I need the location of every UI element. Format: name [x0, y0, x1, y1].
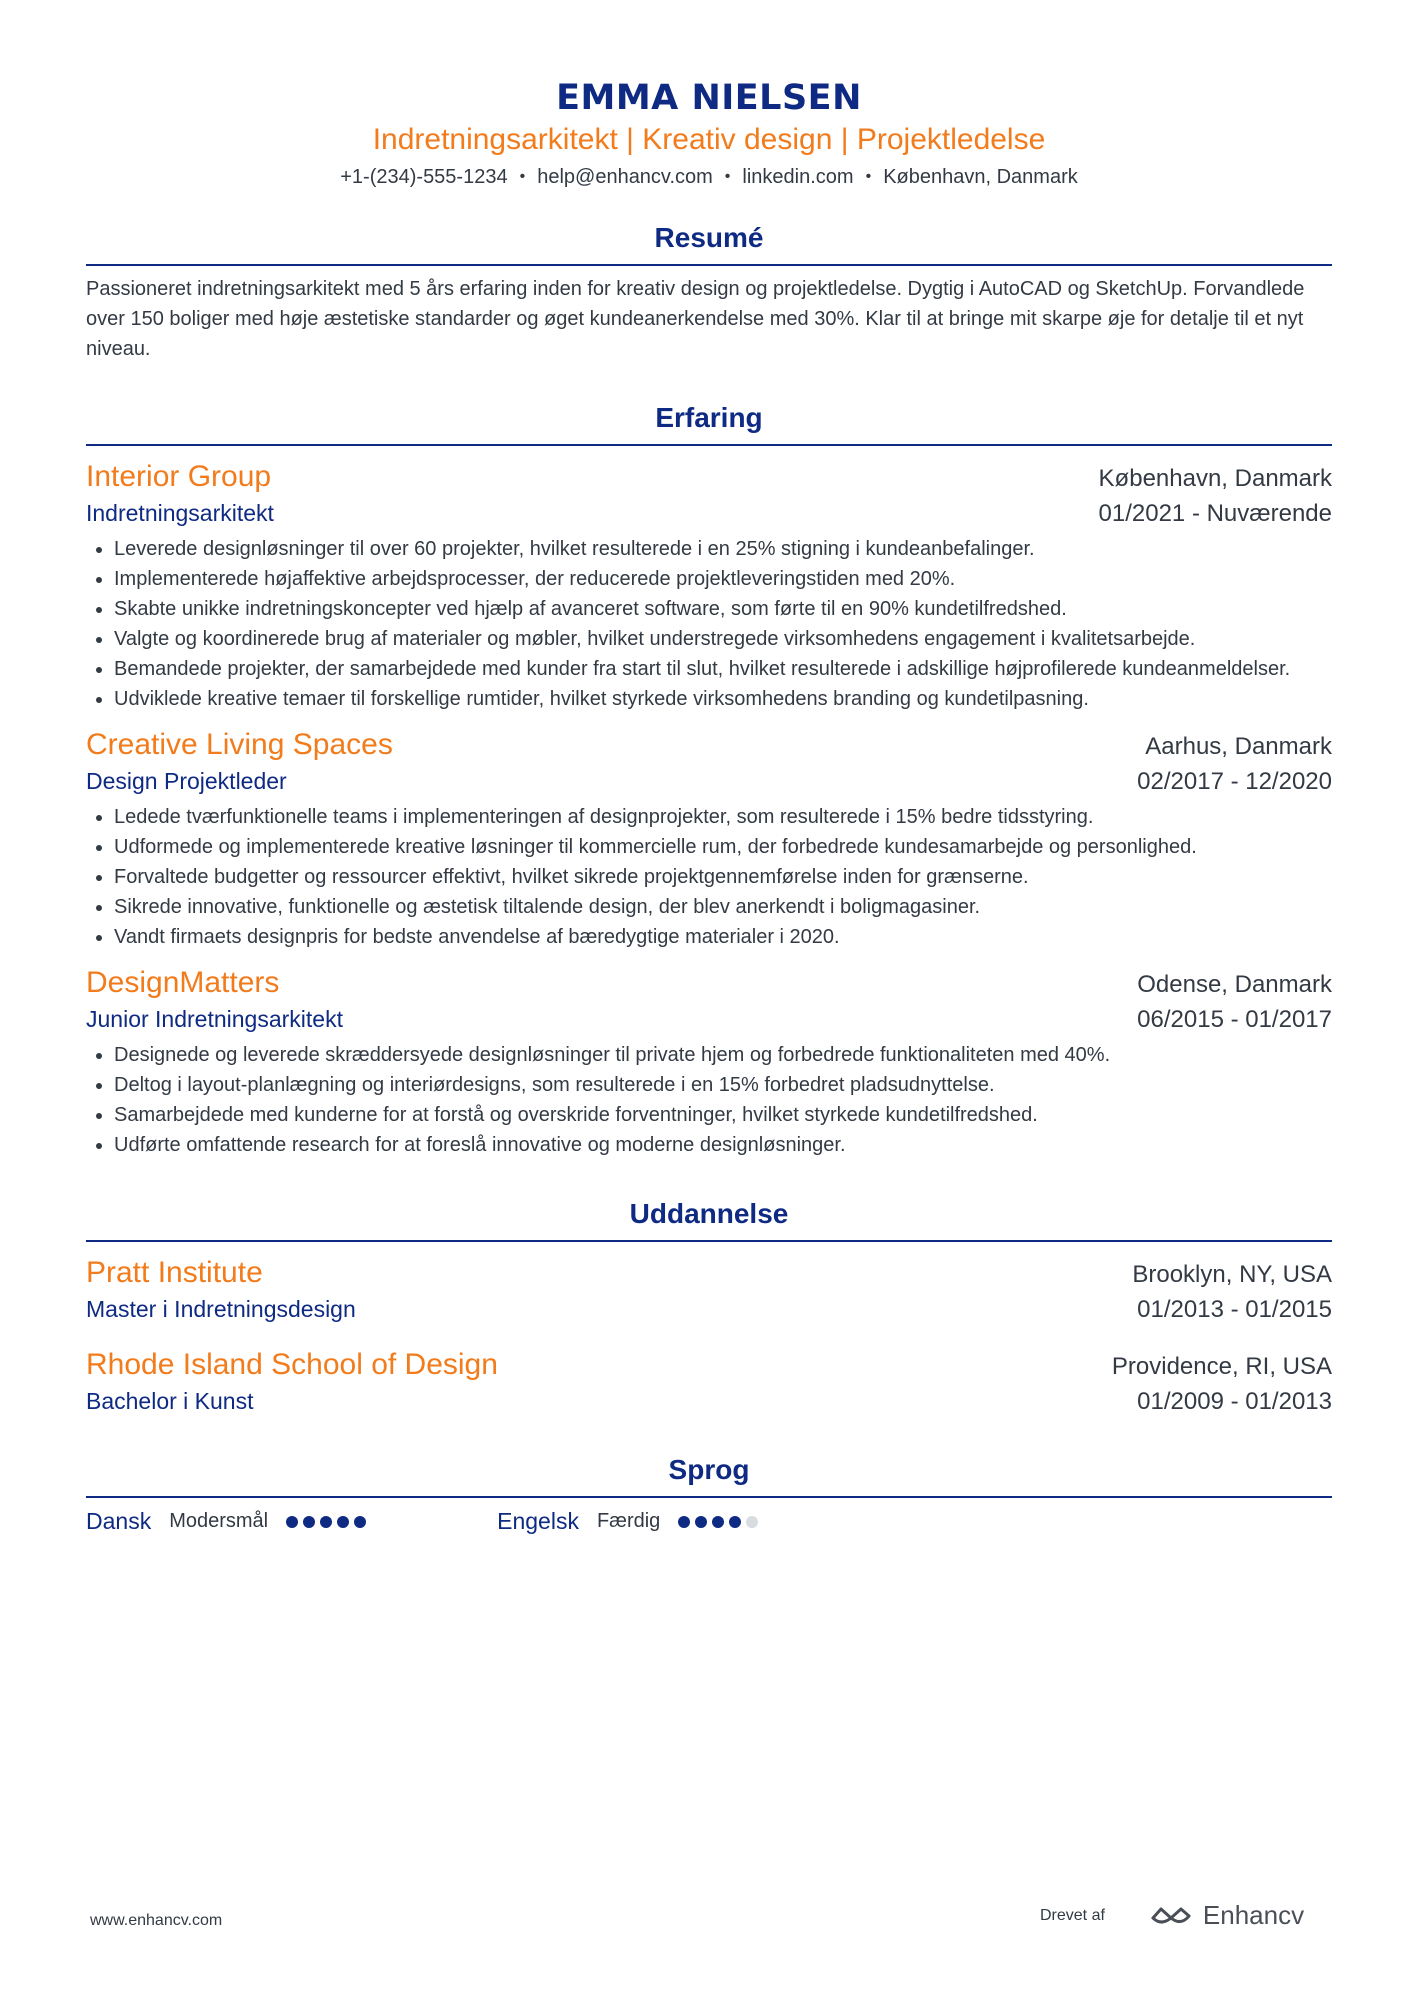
section-title-education: Uddannelse — [86, 1196, 1332, 1242]
candidate-name: EMMA NIELSEN — [556, 78, 862, 118]
bullet-item: Sikrede innovative, funktionelle og æstetisk tiltalende design, der blev anerkendt i boligmagasiner. — [86, 892, 1332, 922]
contact-linkedin[interactable]: linkedin.com — [742, 166, 854, 188]
school-name: Rhode Island School of Design — [86, 1348, 498, 1381]
education-entry — [86, 1254, 1332, 1326]
contact-separator: • — [519, 168, 526, 185]
enhancv-logo-icon — [1149, 1904, 1195, 1928]
bullet-item: Skabte unikke indretningskoncepter ved hjælp af avanceret software, som førte til en 90% kundetilfredshed. — [86, 594, 1332, 624]
rating-dot-filled — [303, 1516, 315, 1528]
section-title-languages: Sprog — [86, 1452, 1332, 1498]
brand-logo[interactable] — [1149, 1900, 1304, 1931]
contact-location: København, Danmark — [883, 166, 1078, 188]
education-dates: 01/2013 - 01/2015 — [1137, 1296, 1332, 1323]
rating-dot-filled — [678, 1516, 690, 1528]
language-rating — [678, 1516, 763, 1528]
bullet-item: Forvaltede budgetter og ressourcer effektivt, hvilket sikrede projektgennemførelse inden for grænserne. — [86, 862, 1332, 892]
bullet-item: Udformede og implementerede kreative løsninger til kommercielle rum, der forbedrede kundesamarbejde og personlighed. — [86, 832, 1332, 862]
education-section — [86, 1196, 1332, 1418]
education-dates: 01/2009 - 01/2013 — [1137, 1388, 1332, 1415]
job-dates: 01/2021 - Nuværende — [1098, 500, 1332, 527]
rating-dot-filled — [320, 1516, 332, 1528]
experience-section — [86, 400, 1332, 1160]
job-dates: 06/2015 - 01/2017 — [1137, 1006, 1332, 1033]
school-location: Brooklyn, NY, USA — [1132, 1261, 1332, 1288]
bullet-item: Vandt firmaets designpris for bedste anvendelse af bæredygtige materialer i 2020. — [86, 922, 1332, 952]
rating-dot-filled — [729, 1516, 741, 1528]
degree: Master i Indretningsdesign — [86, 1296, 356, 1322]
company-name: Creative Living Spaces — [86, 728, 393, 761]
footer-website[interactable]: www.enhancv.com — [90, 1912, 223, 1929]
summary-section — [86, 220, 1332, 364]
job-bullets — [86, 534, 1332, 714]
job-location: Odense, Danmark — [1137, 971, 1332, 998]
bullet-item: Ledede tværfunktionelle teams i implementeringen af designprojekter, som resulterede i 15% bedre tidsstyring. — [86, 802, 1332, 832]
resume-header — [86, 0, 1332, 194]
company-name: Interior Group — [86, 460, 272, 493]
language-item — [86, 1508, 371, 1535]
contact-phone: +1-(234)-555-1234 — [340, 166, 508, 188]
section-title-experience: Erfaring — [86, 400, 1332, 446]
contact-separator: • — [724, 168, 731, 185]
contact-line — [86, 162, 1332, 194]
job-location: Aarhus, Danmark — [1145, 733, 1332, 760]
bullet-item: Samarbejdede med kunderne for at forstå og overskride forventninger, hvilket styrkede kundetilfredshed. — [86, 1100, 1332, 1130]
degree: Bachelor i Kunst — [86, 1388, 254, 1414]
rating-dot-filled — [354, 1516, 366, 1528]
brand-name: Enhancv — [1202, 1900, 1305, 1930]
rating-dot-empty — [746, 1516, 758, 1528]
job-bullets — [86, 1040, 1332, 1160]
language-rating — [286, 1516, 371, 1528]
contact-separator: • — [865, 168, 872, 185]
job-title: Indretningsarkitekt — [86, 500, 274, 526]
language-level: Modersmål — [169, 1510, 269, 1532]
footer-branding — [1040, 1900, 1304, 1931]
bullet-item: Leverede designløsninger til over 60 projekter, hvilket resulterede i en 25% stigning i kundeanbefalinger. — [86, 534, 1332, 564]
experience-entry — [86, 964, 1332, 1160]
language-item — [497, 1508, 763, 1535]
job-dates: 02/2017 - 12/2020 — [1137, 768, 1332, 795]
bullet-item: Udviklede kreative temaer til forskellige rumtider, hvilket styrkede virksomhedens branding og kundetilpasning. — [86, 684, 1332, 714]
bullet-item: Designede og leverede skræddersyede designløsninger til private hjem og forbedrede funktionaliteten med 40%. — [86, 1040, 1332, 1070]
school-location: Providence, RI, USA — [1111, 1353, 1332, 1380]
rating-dot-filled — [286, 1516, 298, 1528]
job-title: Design Projektleder — [86, 768, 287, 794]
bullet-item: Bemandede projekter, der samarbejdede med kunder fra start til slut, hvilket resulterede i adskillige højprofilerede kundeanmeldelser. — [86, 654, 1332, 684]
summary-text: Passioneret indretningsarkitekt med 5 års erfaring inden for kreativ design og projektledelse. Dygtig i AutoCAD og SketchUp. Forvandlede over 150 boliger med høje æstetiske standarder og øget kundeanerkendelse med 30%. Klar til at bringe mit skarpe øje for detalje til et nyt niveau. — [86, 278, 1305, 360]
company-name: DesignMatters — [86, 966, 280, 999]
section-title-summary: Resumé — [86, 220, 1332, 266]
bullet-item: Valgte og koordinerede brug af materialer og møbler, hvilket understregede virksomhedens engagement i kvalitetsarbejde. — [86, 624, 1332, 654]
experience-entry — [86, 458, 1332, 714]
bullet-item: Udførte omfattende research for at foreslå innovative og moderne designløsninger. — [86, 1130, 1332, 1160]
resume-page — [86, 0, 1332, 1535]
language-name: Engelsk — [497, 1508, 579, 1534]
language-level: Færdig — [596, 1510, 661, 1532]
rating-dot-filled — [695, 1516, 707, 1528]
bullet-item: Deltog i layout-planlægning og interiørdesigns, som resulterede i en 15% forbedret pladsudnyttelse. — [86, 1070, 1332, 1100]
rating-dot-filled — [337, 1516, 349, 1528]
powered-by-label: Drevet af — [1040, 1906, 1105, 1924]
education-entry — [86, 1346, 1332, 1418]
contact-email[interactable]: help@enhancv.com — [537, 166, 713, 188]
school-name: Pratt Institute — [86, 1256, 263, 1289]
job-title: Junior Indretningsarkitekt — [86, 1006, 343, 1032]
languages-section — [86, 1452, 1332, 1535]
job-bullets — [86, 802, 1332, 952]
languages-list — [86, 1508, 1332, 1535]
job-location: København, Danmark — [1098, 465, 1332, 492]
experience-entry — [86, 726, 1332, 952]
language-name: Dansk — [86, 1508, 152, 1534]
bullet-item: Implementerede højaffektive arbejdsprocesser, der reducerede projektleveringstiden med 20%. — [86, 564, 1332, 594]
candidate-tagline: Indretningsarkitekt | Kreativ design | Projektledelse — [372, 123, 1046, 156]
rating-dot-filled — [712, 1516, 724, 1528]
